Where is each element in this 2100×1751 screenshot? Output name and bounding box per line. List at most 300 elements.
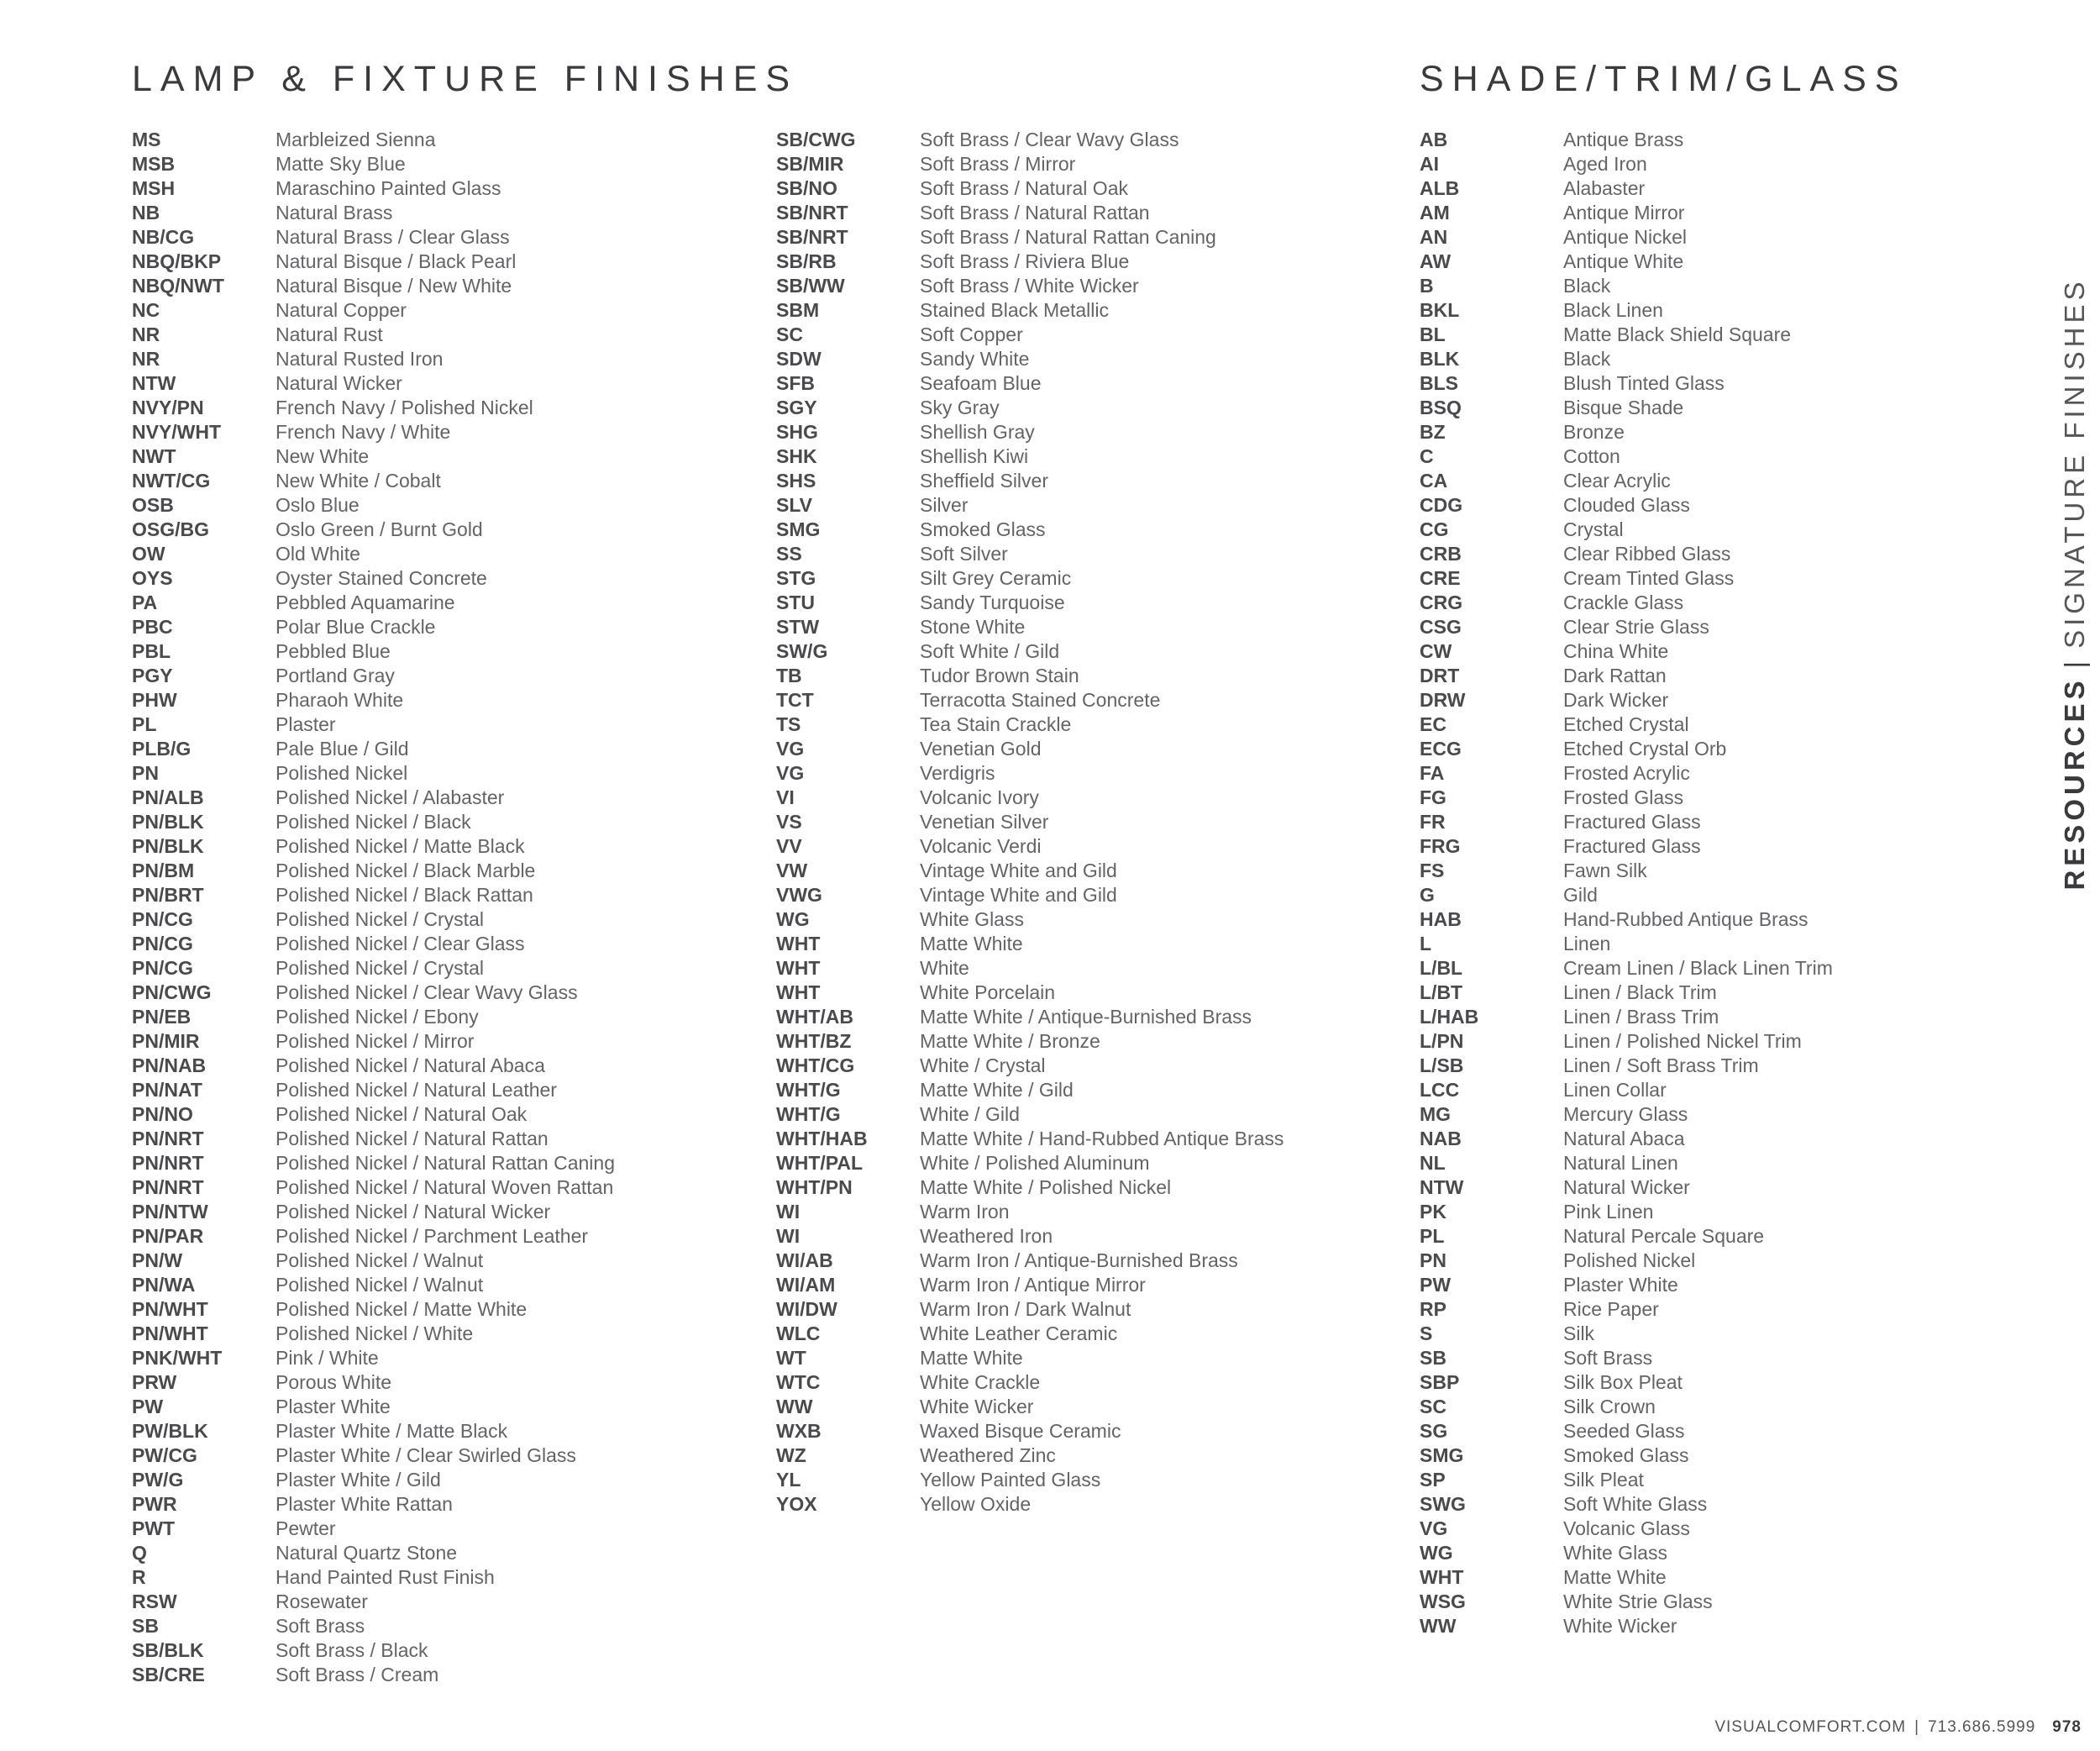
finish-name: Marbleized Sienna [276,129,436,150]
finish-row [1420,566,1833,591]
finish-code: PN/CG [132,908,193,930]
finish-name: Frosted Glass [1563,786,1684,808]
finish-code: FG [1420,786,1446,808]
finish-code: PN/CWG [132,981,212,1003]
finish-row [776,493,1284,518]
finish-code: NVY/PN [132,397,204,418]
finish-code: VV [776,835,802,857]
finish-name: Stone White [920,616,1026,638]
finish-code: NC [132,299,160,321]
finish-name: Hand Painted Rust Finish [276,1566,495,1588]
footer-website: VISUALCOMFORT.COM [1714,1718,1907,1736]
finish-name: Linen / Black Trim [1563,981,1717,1003]
finish-name: Sheffield Silver [920,470,1048,492]
finish-row [132,761,615,786]
finish-name: Dark Wicker [1563,689,1669,711]
finish-name: Antique Brass [1563,129,1684,150]
finish-code: L/HAB [1420,1006,1479,1028]
finish-code: BLS [1420,372,1458,394]
finish-code: PLB/G [132,738,192,760]
finish-name: Volcanic Verdi [920,835,1042,857]
finish-name: Shellish Kiwi [920,445,1029,467]
finish-code: BKL [1420,299,1460,321]
finish-row [132,1443,615,1468]
finish-row [1420,859,1833,883]
finish-row [132,712,615,737]
finish-row [776,956,1284,981]
finish-code: NVY/WHT [132,421,222,443]
finish-code: WHT/CG [776,1054,855,1076]
finish-row [1420,201,1833,225]
finish-row [776,1224,1284,1249]
finish-code: NR [132,323,160,345]
finish-name: Polished Nickel / Natural Rattan [276,1128,549,1149]
finish-name: Matte White [1563,1566,1667,1588]
finish-row [1420,1443,1833,1468]
finish-row [132,152,615,176]
finish-row [776,591,1284,615]
finish-code: RP [1420,1298,1446,1320]
finish-name: Natural Abaca [1563,1128,1685,1149]
finish-name: Linen / Soft Brass Trim [1563,1054,1759,1076]
finish-row [132,396,615,420]
finish-code: PN/PAR [132,1225,204,1247]
finish-name: Natural Linen [1563,1152,1678,1174]
finish-name: Weathered Zinc [920,1444,1056,1466]
finish-row [1420,420,1833,444]
finish-name: Polished Nickel / Natural Leather [276,1079,557,1101]
finish-row [132,1175,615,1200]
finish-code: PGY [132,665,173,686]
finish-code: FRG [1420,835,1461,857]
finish-code: WLC [776,1322,821,1344]
finish-code: WHT [776,957,821,979]
finish-row [132,493,615,518]
finish-code: PW/CG [132,1444,197,1466]
finish-name: Yellow Oxide [920,1493,1032,1515]
finish-name: White / Gild [920,1103,1020,1125]
finish-row [1420,981,1833,1005]
finish-name: Matte Black Shield Square [1563,323,1792,345]
finish-code: SHK [776,445,817,467]
finish-name: Natural Bisque / Black Pearl [276,250,517,272]
finish-row [776,1370,1284,1395]
finish-name: Etched Crystal [1563,713,1689,735]
finish-name: Pink Linen [1563,1201,1654,1223]
finish-name: Soft White Glass [1563,1493,1708,1515]
finish-code: SB/CWG [776,129,856,150]
finish-row [776,737,1284,761]
finish-name: Antique White [1563,250,1684,272]
finish-code: PWT [132,1517,176,1539]
finish-row [132,1565,615,1590]
finish-row [132,1370,615,1395]
finish-row [1420,518,1833,542]
finish-row [132,566,615,591]
finish-row [132,810,615,834]
finish-name: Seeded Glass [1563,1420,1685,1442]
page-footer [1714,1718,2082,1737]
finish-code: TCT [776,689,814,711]
finish-code: WW [1420,1615,1457,1637]
finish-name: Clouded Glass [1563,494,1690,516]
finish-row [132,1517,615,1541]
finish-name: Oyster Stained Concrete [276,567,487,589]
finish-name: Soft Brass / White Wicker [920,275,1139,297]
finish-code: L/BL [1420,957,1463,979]
finish-code: VI [776,786,795,808]
finish-code: L/BT [1420,981,1463,1003]
finish-row [1420,542,1833,566]
finish-name: Linen [1563,933,1611,954]
finish-row [776,274,1284,298]
finish-name: Oslo Blue [276,494,360,516]
finish-name: Matte White / Antique-Burnished Brass [920,1006,1252,1028]
finish-name: Plaster [276,713,336,735]
finish-name: Gild [1563,884,1598,906]
finish-row [1420,1395,1833,1419]
finish-row [132,1102,615,1127]
finish-row [776,566,1284,591]
finish-code: DRW [1420,689,1466,711]
finish-row [132,518,615,542]
finish-name: Maraschino Painted Glass [276,177,501,199]
finish-name: Blush Tinted Glass [1563,372,1725,394]
finish-row [1420,1614,1833,1638]
finish-name: White Porcelain [920,981,1056,1003]
finish-code: PNK/WHT [132,1347,223,1369]
finish-name: Polished Nickel / Crystal [276,908,484,930]
finish-row [776,1492,1284,1517]
finish-name: Natural Brass / Clear Glass [276,226,510,248]
finish-name: White Glass [1563,1542,1667,1564]
finish-name: Tea Stain Crackle [920,713,1072,735]
finish-row [132,1078,615,1102]
finish-name: Cream Tinted Glass [1563,567,1735,589]
finish-row [132,1419,615,1443]
finish-name: Verdigris [920,762,995,784]
finish-code: PBC [132,616,173,638]
finish-row [776,1297,1284,1322]
finish-code: MSB [132,153,176,175]
finish-row [776,1249,1284,1273]
finish-code: SB/CRE [132,1664,205,1685]
finish-code: CG [1420,518,1449,540]
finish-code: VW [776,860,808,881]
finish-name: Polished Nickel / Walnut [276,1249,484,1271]
finish-code: OW [132,543,165,565]
finish-name: Polished Nickel / Natural Oak [276,1103,528,1125]
side-label-signature-finishes: SIGNATURE FINISHES [2059,277,2090,649]
finish-code: SS [776,543,802,565]
finish-row [132,225,615,250]
finish-name: Vintage White and Gild [920,860,1117,881]
finish-code: PN/CG [132,933,193,954]
finish-row [776,1029,1284,1054]
finish-code: PHW [132,689,177,711]
finish-name: Pharaoh White [276,689,404,711]
finish-code: PN/NRT [132,1176,204,1198]
finish-row [1420,1249,1833,1273]
finish-row [776,859,1284,883]
finish-name: French Navy / White [276,421,451,443]
finish-row [132,1297,615,1322]
finish-row [1420,1151,1833,1175]
finish-code: NTW [1420,1176,1464,1198]
finish-name: Crystal [1563,518,1624,540]
finish-name: Matte Sky Blue [276,153,406,175]
finish-code: SWG [1420,1493,1466,1515]
finish-row [1420,298,1833,323]
finish-code: PL [1420,1225,1445,1247]
finish-name: Mercury Glass [1563,1103,1688,1125]
finish-code: BL [1420,323,1446,345]
finish-row [132,1322,615,1346]
finish-row [132,250,615,274]
finish-name: Aged Iron [1563,153,1647,175]
finish-code: SG [1420,1420,1448,1442]
finish-code: WW [776,1396,813,1417]
finish-name: Polar Blue Crackle [276,616,436,638]
finish-row [132,615,615,639]
finish-name: Cotton [1563,445,1620,467]
finish-name: Plaster White [1563,1274,1678,1296]
finish-row [776,444,1284,469]
finish-code: WHT/PN [776,1176,853,1198]
finish-name: Plaster White / Matte Black [276,1420,508,1442]
finish-code: NWT [132,445,176,467]
finish-name: White Leather Ceramic [920,1322,1118,1344]
finish-code: OYS [132,567,173,589]
finish-code: AN [1420,226,1448,248]
finish-row [1420,250,1833,274]
finish-code: STU [776,592,815,613]
finish-name: New White / Cobalt [276,470,441,492]
finish-code: SB/WW [776,275,845,297]
finish-row [1420,444,1833,469]
finish-row [1420,1322,1833,1346]
finish-row [132,1127,615,1151]
finish-code: SB [1420,1347,1446,1369]
side-label-resources: RESOURCES [2059,676,2090,891]
finish-name: Natural Wicker [276,372,402,394]
finish-row [1420,1297,1833,1322]
finish-name: Soft Brass / Riviera Blue [920,250,1130,272]
finish-name: Matte White [920,1347,1023,1369]
finish-code: SBP [1420,1371,1460,1393]
finish-code: NB [132,202,160,223]
finish-name: Polished Nickel / Crystal [276,957,484,979]
finish-name: Alabaster [1563,177,1646,199]
finish-code: L/PN [1420,1030,1464,1052]
finish-row [1420,323,1833,347]
finish-row [776,420,1284,444]
finish-row [776,810,1284,834]
finish-code: YL [776,1469,801,1491]
finish-row [1420,907,1833,932]
finish-row [776,1102,1284,1127]
finish-name: Clear Ribbed Glass [1563,543,1731,565]
finish-code: PN/BLK [132,835,204,857]
finish-code: WZ [776,1444,806,1466]
finish-row [1420,664,1833,688]
finish-row [1420,176,1833,201]
finish-name: Fractured Glass [1563,811,1701,833]
finish-row [132,1346,615,1370]
finish-row [1420,1346,1833,1370]
finish-name: Natural Brass [276,202,393,223]
finish-name: Stained Black Metallic [920,299,1109,321]
finish-code: L/SB [1420,1054,1464,1076]
finish-code: NL [1420,1152,1446,1174]
finish-row [132,201,615,225]
finish-row [132,981,615,1005]
finish-name: Soft Silver [920,543,1008,565]
finish-name: White Glass [920,908,1024,930]
finish-row [1420,737,1833,761]
finish-row [132,639,615,664]
finish-code: PN/CG [132,957,193,979]
finish-row [776,225,1284,250]
finish-name: Warm Iron / Antique Mirror [920,1274,1146,1296]
finish-code: BSQ [1420,397,1462,418]
finish-row [132,1614,615,1638]
finish-name: Portland Gray [276,665,395,686]
finish-code: CRG [1420,592,1463,613]
finish-row [132,956,615,981]
finish-code: NR [132,348,160,370]
finish-name: White / Polished Aluminum [920,1152,1150,1174]
finish-name: Pink / White [276,1347,379,1369]
finish-row [132,1005,615,1029]
finish-name: Soft Brass [1563,1347,1653,1369]
finish-row [776,1346,1284,1370]
finish-name: Soft Brass / Mirror [920,153,1076,175]
finish-code: PN/BM [132,860,195,881]
finish-name: Etched Crystal Orb [1563,738,1727,760]
finish-name: Polished Nickel / Natural Woven Rattan [276,1176,614,1198]
finish-row [776,1078,1284,1102]
finish-name: White Wicker [920,1396,1034,1417]
finish-code: WHT/AB [776,1006,853,1028]
finish-row [776,1273,1284,1297]
finish-name: Matte White / Hand-Rubbed Antique Brass [920,1128,1284,1149]
finish-name: Polished Nickel / Natural Rattan Caning [276,1152,615,1174]
finish-code: WI/DW [776,1298,837,1320]
finish-code: ALB [1420,177,1460,199]
finish-code: OSG/BG [132,518,210,540]
finish-row [1420,493,1833,518]
finish-row [776,298,1284,323]
finish-row [1420,1541,1833,1565]
finish-row [1420,1054,1833,1078]
finish-code: MS [132,129,161,150]
finish-name: Venetian Silver [920,811,1049,833]
finish-row [1420,1492,1833,1517]
finish-name: Waxed Bisque Ceramic [920,1420,1121,1442]
finish-code: C [1420,445,1434,467]
finish-row [1420,1078,1833,1102]
finish-name: Soft Brass / Natural Rattan [920,202,1150,223]
finish-row [1420,615,1833,639]
finish-row [776,152,1284,176]
finish-row [132,737,615,761]
finish-name: Silk Crown [1563,1396,1656,1417]
finish-row [776,1200,1284,1224]
finish-row [132,469,615,493]
finish-code: NWT/CG [132,470,211,492]
finish-row [132,1029,615,1054]
finish-name: Pale Blue / Gild [276,738,409,760]
finish-row [1420,469,1833,493]
finish-row [1420,883,1833,907]
finish-code: MG [1420,1103,1452,1125]
finish-code: PN/NAT [132,1079,202,1101]
finish-row [132,907,615,932]
finish-row [132,176,615,201]
finish-row [132,274,615,298]
finish-code: AM [1420,202,1450,223]
finish-row [1420,1127,1833,1151]
finish-row [776,1395,1284,1419]
finish-row [1420,1590,1833,1614]
finish-row [1420,834,1833,859]
finish-name: Polished Nickel [1563,1249,1696,1271]
finish-name: Venetian Gold [920,738,1042,760]
finish-name: Black [1563,275,1611,297]
finish-code: PK [1420,1201,1446,1223]
finish-code: TB [776,665,802,686]
finish-code: SP [1420,1469,1446,1491]
finish-code: FS [1420,860,1445,881]
finish-row [1420,128,1833,152]
finish-row [1420,1175,1833,1200]
finish-name: Yellow Painted Glass [920,1469,1101,1491]
finish-code: PN/NRT [132,1128,204,1149]
finish-row [132,591,615,615]
finish-code: WSG [1420,1591,1466,1612]
finish-name: Polished Nickel / Ebony [276,1006,479,1028]
finish-row [776,1151,1284,1175]
finish-name: Silk [1563,1322,1595,1344]
finish-row [776,664,1284,688]
finish-row [776,128,1284,152]
finish-row [1420,1565,1833,1590]
finish-row [776,1419,1284,1443]
finish-code: S [1420,1322,1433,1344]
finish-name: Soft Brass / Natural Oak [920,177,1128,199]
lamp-fixture-finishes-heading: LAMP & FIXTURE FINISHES [132,59,799,99]
finish-code: B [1420,275,1434,297]
finish-row [132,1468,615,1492]
finish-row [776,907,1284,932]
finish-code: PW [132,1396,164,1417]
finish-code: EC [1420,713,1446,735]
finish-row [132,347,615,371]
finish-code: CSG [1420,616,1462,638]
finish-code: PN/BRT [132,884,204,906]
finish-name: Polished Nickel / Black Rattan [276,884,533,906]
finish-code: SGY [776,397,817,418]
finish-code: WI/AM [776,1274,836,1296]
finish-code: AW [1420,250,1452,272]
finish-row [132,834,615,859]
finish-row [1420,761,1833,786]
finish-row [776,688,1284,712]
finish-code: CRB [1420,543,1462,565]
finish-row [776,347,1284,371]
finish-code: HAB [1420,908,1462,930]
